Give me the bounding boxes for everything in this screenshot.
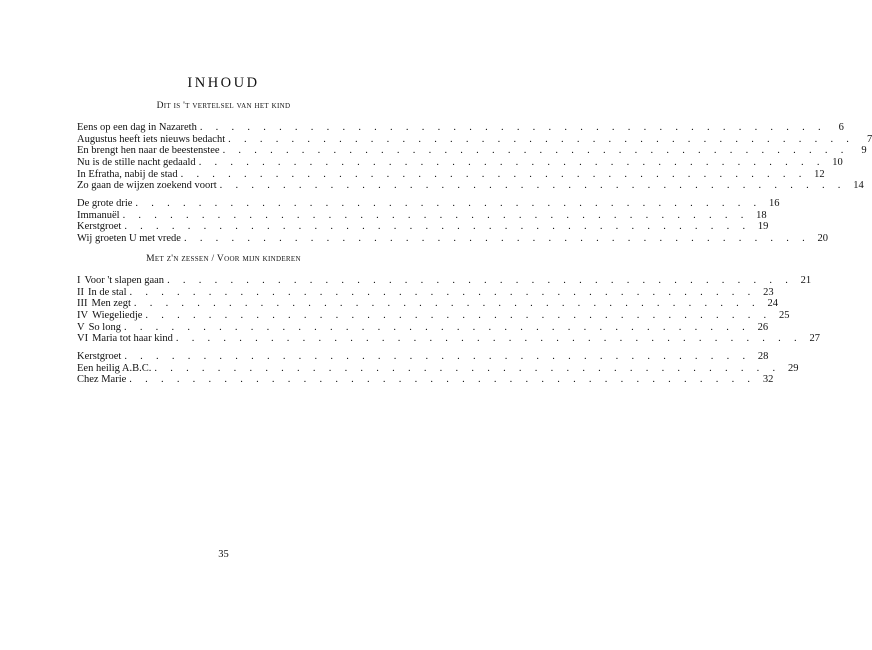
dot-leader: . . . . . . . . . . . . . . . . . . . . . . . . . . . . . . . . . . . . . . . . (180, 168, 807, 180)
toc-entry-title: Chez Marie (77, 374, 127, 386)
toc-page-number: 12 (814, 168, 825, 180)
toc-group (77, 198, 829, 245)
dot-leader: . . . . . . . . . . . . . . . . . . . . . . . . . . . . . . . . . . . . . . . . (219, 180, 846, 192)
toc-page-number: 26 (757, 321, 769, 333)
toc-entry-title: Nu is de stille nacht gedaald (77, 157, 196, 169)
toc-entry-title: Kerstgroet (77, 221, 122, 233)
toc-entry-title: In de stal (88, 286, 127, 298)
toc-entry-title: Eens op een dag in Nazareth (77, 122, 197, 133)
dot-leader: . . . . . . . . . . . . . . . . . . . . . . . . . . . . . . . . . . . . . . . . (222, 145, 849, 157)
toc-page-number: 29 (787, 362, 799, 374)
toc-page-number: 16 (768, 198, 780, 209)
roman-numeral: VI (77, 333, 89, 345)
toc-page-number: 10 (832, 157, 843, 169)
toc-page-number: 6 (838, 122, 844, 133)
toc-group (77, 351, 799, 386)
toc-entry-title: De grote drie (77, 198, 133, 209)
toc-entry-title: Voor 't slapen gaan (84, 275, 165, 286)
toc-page-number: 28 (757, 351, 769, 362)
toc-entry (77, 321, 769, 334)
toc-entry (77, 133, 872, 146)
toc-entry (77, 275, 812, 287)
toc-entry-title: Een heilig A.B.C. (77, 362, 152, 374)
roman-numeral: IV (77, 310, 89, 322)
toc-page-number: 20 (817, 233, 829, 245)
toc-group (77, 122, 872, 192)
dot-leader: . . . . . . . . . . . . . . . . . . . . . . . . . . . . . . . . . . . . . . . . (154, 362, 781, 374)
dot-leader: . . . . . . . . . . . . . . . . . . . . . . . . . . . . . . . . . . . . . . . . (124, 351, 751, 362)
toc-page-number: 21 (800, 275, 812, 286)
dot-leader: . . . . . . . . . . . . . . . . . . . . . . . . . . . . . . . . . . . . . . . . (145, 310, 772, 322)
roman-numeral: III (77, 298, 88, 310)
page-number: 35 (218, 549, 229, 560)
toc-entry-title: Men zegt (91, 298, 131, 310)
toc-entry (77, 180, 864, 192)
dot-leader: . . . . . . . . . . . . . . . . . . . . . . . . . . . . . . . . . . . . . . . . (198, 157, 825, 169)
toc-page-number: 14 (853, 180, 864, 192)
toc-entry (77, 233, 829, 245)
dot-leader: . . . . . . . . . . . . . . . . . . . . . . . . . . . . . . . . . . . . . . . . (135, 198, 762, 209)
dot-leader: . . . . . . . . . . . . . . . . . . . . . . . . . . . . . . . . . . . . . . . . (122, 209, 749, 221)
toc-entry (77, 374, 774, 386)
toc-entry-title: Maria tot haar kind (92, 333, 173, 345)
toc-entry-title: Zo gaan de wijzen zoekend voort (77, 180, 217, 192)
toc-page-number: 23 (763, 286, 774, 298)
toc-page-number: 32 (762, 374, 774, 386)
section-heading-2 (0, 254, 447, 264)
page-title: INHOUD (187, 75, 260, 91)
dot-leader: . . . . . . . . . . . . . . . . . . . . . . . . . . . . . . . . . . . . . . . . (129, 374, 756, 386)
toc-page-number: 18 (756, 209, 767, 221)
toc-page-number: 7 (866, 133, 872, 145)
dot-leader: . . . . . . . . . . . . . . . . . . . . . . . . . . . . . . . . . . . . . . . . (129, 286, 756, 298)
toc-page-number: 19 (757, 221, 769, 233)
toc-entry (77, 333, 820, 345)
toc-page-number: 27 (809, 333, 820, 345)
dot-leader: . . . . . . . . . . . . . . . . . . . . . . . . . . . . . . . . . . . . . . . . (199, 122, 826, 133)
roman-numeral: V (77, 321, 85, 333)
dot-leader: . . . . . . . . . . . . . . . . . . . . . . . . . . . . . . . . . . . . . . . . (175, 333, 802, 345)
section-heading-text: Dit is 't vertelsel van het kind (156, 101, 291, 111)
toc-entry (77, 209, 767, 222)
dot-leader: . . . . . . . . . . . . . . . . . . . . . . . . . . . . . . . . . . . . . . . . (228, 133, 855, 145)
section-heading-1 (0, 101, 447, 111)
toc-entry (77, 310, 790, 322)
toc-entry-title: So long (88, 321, 121, 333)
toc-entry (77, 157, 843, 169)
toc-entry-title: Kerstgroet (77, 351, 122, 362)
toc-entry-title: Augustus heeft iets nieuws bedacht (77, 133, 226, 145)
dot-leader: . . . . . . . . . . . . . . . . . . . . . . . . . . . . . . . . . . . . . . . . (124, 221, 751, 233)
toc-entry-title: Wij groeten U met vrede (77, 233, 181, 245)
toc-page-number: 25 (778, 310, 790, 322)
toc-entry (77, 362, 799, 375)
toc-page-number: 24 (767, 298, 778, 310)
toc-entry (77, 221, 769, 233)
section-heading-text: Met z'n zessen / Voor mijn kinderen (146, 254, 301, 264)
roman-numeral: II (77, 286, 84, 298)
toc-entry (77, 351, 769, 363)
toc-entry-title: In Efratha, nabij de stad (77, 168, 178, 180)
toc-group (77, 275, 820, 345)
dot-leader: . . . . . . . . . . . . . . . . . . . . . . . . . . . . . . . . . . . . . . . . (167, 275, 794, 286)
dot-leader: . . . . . . . . . . . . . . . . . . . . . . . . . . . . . . . . . . . . . . . . (123, 321, 751, 333)
toc-entry (77, 168, 825, 181)
roman-numeral: I (77, 275, 81, 286)
toc-page-number: 9 (861, 145, 867, 157)
toc-entry-title: Immanuël (77, 209, 120, 221)
toc-entry (77, 122, 844, 134)
toc-entry-title: Wiegeliedje (92, 310, 143, 322)
toc-entry-title: En brengt hen naar de beestenstee (77, 145, 220, 157)
toc-entry (77, 145, 867, 157)
dot-leader: . . . . . . . . . . . . . . . . . . . . . . . . . . . . . . . . . . . . . . . . (133, 298, 760, 310)
dot-leader: . . . . . . . . . . . . . . . . . . . . . . . . . . . . . . . . . . . . . . . . (183, 233, 811, 245)
toc-entry (77, 198, 780, 210)
toc-entry (77, 298, 778, 310)
toc-entry (77, 286, 774, 299)
